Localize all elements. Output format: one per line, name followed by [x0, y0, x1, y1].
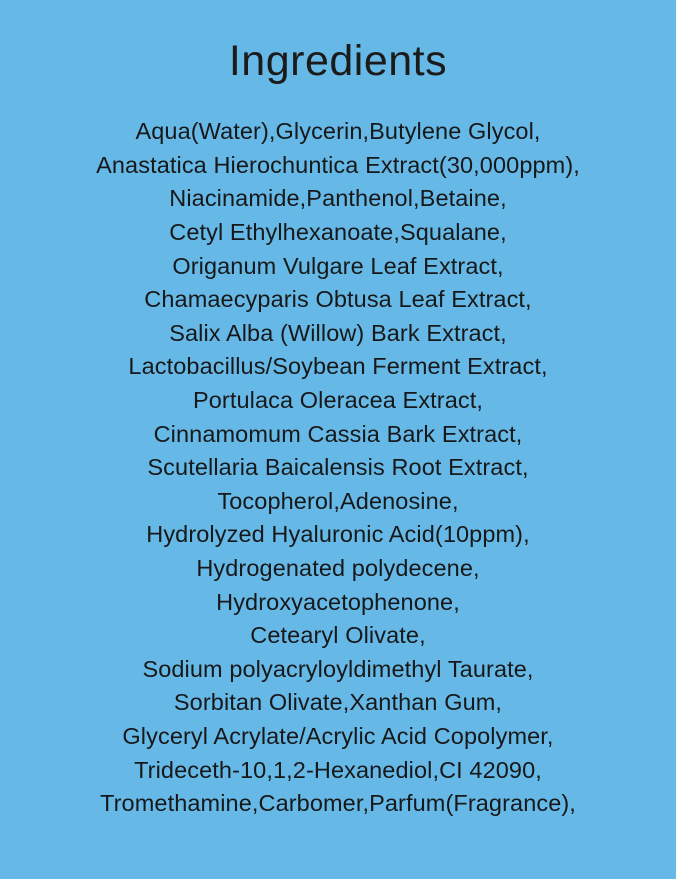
ingredient-line: Cinnamomum Cassia Bark Extract, [153, 420, 523, 447]
ingredient-line: Origanum Vulgare Leaf Extract, [172, 252, 504, 279]
ingredient-line: Niacinamide,Panthenol,Betaine, [169, 185, 507, 212]
ingredient-line: Sorbitan Olivate,Xanthan Gum, [173, 689, 503, 716]
ingredient-line: Tocopherol,Adenosine, [217, 487, 459, 514]
ingredient-line: Scutellaria Baicalensis Root Extract, [147, 454, 529, 481]
ingredient-line: Hydrolyzed Hyaluronic Acid(10ppm), [146, 521, 530, 548]
ingredient-line: Hydroxyacetophenone, [216, 588, 460, 615]
ingredient-line: Lactobacillus/Soybean Ferment Extract, [128, 353, 548, 380]
ingredient-line: Aqua(Water),Glycerin,Butylene Glycol, [135, 118, 541, 145]
ingredient-line: Anastatica Hierochuntica Extract(30,000ppm), [96, 151, 580, 178]
page-title: Ingredients [228, 37, 448, 85]
ingredient-line: Trideceth-10,1,2-Hexanediol,CI 42090, [134, 756, 542, 783]
ingredient-line: Portulaca Oleracea Extract, [192, 387, 484, 414]
ingredient-line: Salix Alba (Willow) Bark Extract, [169, 319, 507, 346]
ingredient-line: Sodium polyacryloyldimethyl Taurate, [142, 655, 534, 682]
ingredient-line: Cetyl Ethylhexanoate,Squalane, [169, 219, 507, 246]
ingredient-line: Cetearyl Olivate, [250, 622, 426, 649]
ingredient-line: Tromethamine,Carbomer,Parfum(Fragrance), [100, 790, 576, 817]
ingredient-line: Hydrogenated polydecene, [196, 555, 480, 582]
ingredients-list [18, 115, 658, 820]
ingredient-line: Chamaecyparis Obtusa Leaf Extract, [144, 286, 532, 313]
ingredient-line: Glyceryl Acrylate/Acrylic Acid Copolymer, [122, 722, 554, 749]
